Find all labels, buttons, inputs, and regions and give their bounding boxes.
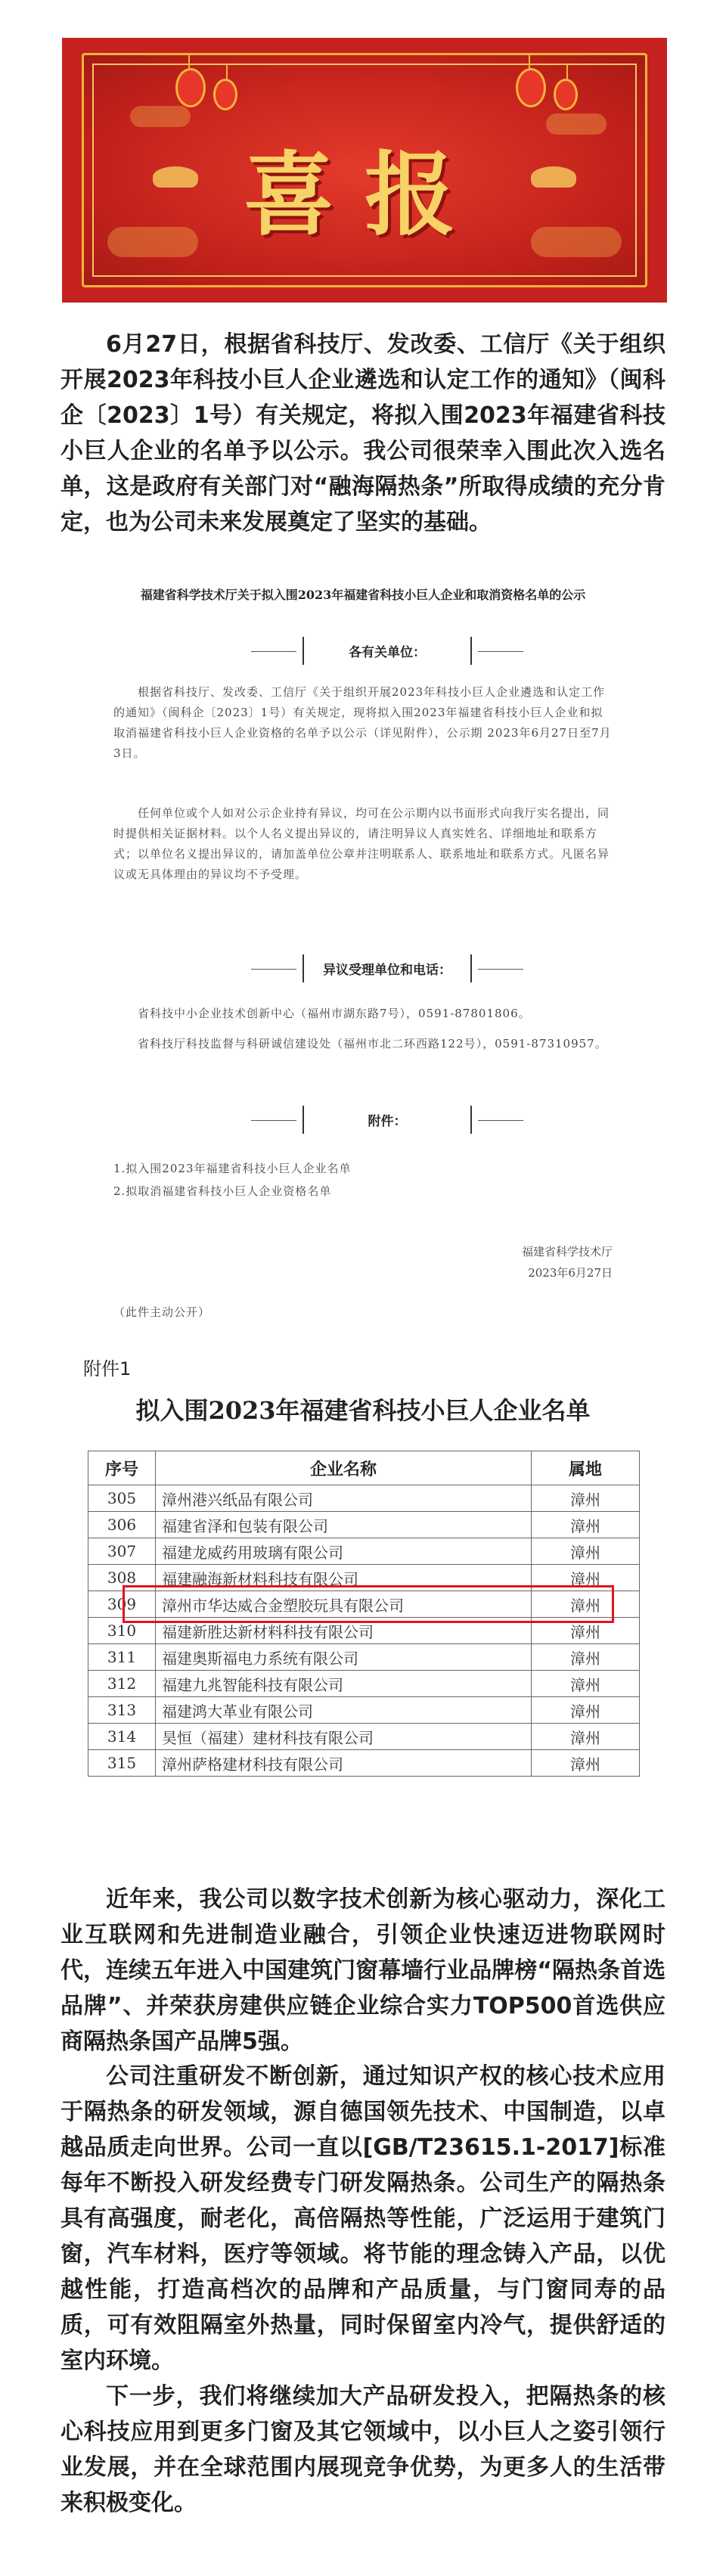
row-area: 漳州: [532, 1485, 640, 1512]
row-no: 308: [88, 1565, 156, 1591]
row-name: 福建龙威药用玻璃有限公司: [156, 1538, 532, 1565]
row-area: 漳州: [532, 1591, 640, 1618]
notice-heading-recipients: 各有关单位：: [302, 637, 472, 665]
row-name: 福建融海新材料科技有限公司: [156, 1565, 532, 1591]
table-row: [88, 1724, 640, 1750]
row-name: 漳州港兴纸品有限公司: [156, 1485, 532, 1512]
table-row: [88, 1697, 640, 1724]
lantern-icon: [213, 79, 237, 110]
row-name: 福建奥斯福电力系统有限公司: [156, 1644, 532, 1671]
row-area: 漳州: [532, 1671, 640, 1697]
table-row: [88, 1750, 640, 1777]
table-row: [88, 1485, 640, 1512]
body-paragraph-2: 公司注重研发不断创新，通过知识产权的核心技术应用于隔热条的研发领域，源自德国领先技术、中国制造，以卓越品质走向世界。公司一直以[GB/T23615.1-2017]标准每年不断投入研发经费专门研发隔热条。公司生产的隔热条具有高强度，耐老化，高倍隔热等性能，广泛运用于建筑门窗，汽车材料，医疗等领域。将节能的理念铸入产品，以优越性能，打造高档次的品牌和产品质量，与门窗同寿的品质，可有效阻隔室外热量，同时保留室内冷气，提供舒适的室内环境。: [60, 2063, 666, 2374]
table-row: [88, 1512, 640, 1538]
body-paragraph-1: 近年来，我公司以数字技术创新为核心驱动力，深化工业互联网和先进制造业融合，引领企业快速迈进物联网时代，连续五年进入中国建筑门窗幕墙行业品牌榜“隔热条首选品牌”、并荣获房建供应链企业综合实力TOP500首选供应商隔热条国产品牌5强。: [60, 1886, 666, 2055]
header-name: 企业名称: [156, 1451, 532, 1485]
row-name: 漳州市华达威合金塑胶玩具有限公司: [156, 1591, 532, 1618]
body-paragraph-3: 下一步，我们将继续加大产品研发投入，把隔热条的核心科技应用到更多门窗及其它领域中，以小巨人之姿引领行业发展，并在全球范围内展现竞争优势，为更多人的生活带来积极变化。: [60, 2383, 666, 2516]
row-area: 漳州: [532, 1644, 640, 1671]
row-area: 漳州: [532, 1538, 640, 1565]
notice-heading-contact: 异议受理单位和电话：: [302, 954, 472, 982]
row-no: 315: [88, 1750, 156, 1777]
row-area: 漳州: [532, 1724, 640, 1750]
notice-footer: （此件主动公开）: [113, 1305, 211, 1319]
table-header-row: [88, 1451, 640, 1485]
row-no: 310: [88, 1618, 156, 1644]
row-no: 305: [88, 1485, 156, 1512]
table-row: [88, 1644, 640, 1671]
notice-paragraph: 任何单位或个人如对公示企业持有异议，均可在公示期内以书面形式向我厅实名提出，同时提供相关证据材料。以个人名义提出异议的，请注明异议人真实姓名、详细地址和联系方式；以单位名义提出异议的，请加盖单位公章并注明联系人、联系地址和联系方式。凡匿名异议或无具体理由的异议均不予受理。: [113, 806, 610, 881]
banner-title: 喜报: [244, 141, 486, 248]
notice-attachment: 1.拟入围2023年福建省科技小巨人企业名单: [113, 1162, 352, 1175]
notice-contact: 省科技中小企业技术创新中心（福州市湖东路7号），0591-87801806。: [138, 1007, 531, 1020]
notice-sign-org: 福建省科学技术厅: [521, 1245, 613, 1259]
header-no: 序号: [88, 1451, 156, 1485]
annex-label: 附件1: [83, 1358, 132, 1380]
row-no: 313: [88, 1697, 156, 1724]
header-area: 属地: [532, 1451, 640, 1485]
notice-sign-date: 2023年6月27日: [528, 1266, 613, 1280]
row-area: 漳州: [532, 1512, 640, 1538]
table-row: [88, 1671, 640, 1697]
row-area: 漳州: [532, 1618, 640, 1644]
table-row: [88, 1538, 640, 1565]
row-name: 漳州萨格建材科技有限公司: [156, 1750, 532, 1777]
row-no: 311: [88, 1644, 156, 1671]
celebration-banner: [62, 38, 667, 303]
row-no: 309: [88, 1591, 156, 1618]
row-no: 306: [88, 1512, 156, 1538]
row-area: 漳州: [532, 1750, 640, 1777]
row-name: 福建鸿大革业有限公司: [156, 1697, 532, 1724]
row-area: 漳州: [532, 1697, 640, 1724]
lantern-icon: [516, 68, 546, 107]
notice-title: 福建省科学技术厅关于拟入围2023年福建省科技小巨人企业和取消资格名单的公示: [140, 588, 586, 602]
annex-title: 拟入围2023年福建省科技小巨人企业名单: [135, 1396, 591, 1425]
row-name: 昊恒（福建）建材科技有限公司: [156, 1724, 532, 1750]
row-name: 福建九兆智能科技有限公司: [156, 1671, 532, 1697]
notice-heading-attachments: 附件：: [302, 1106, 472, 1134]
row-no: 312: [88, 1671, 156, 1697]
row-no: 314: [88, 1724, 156, 1750]
notice-contact: 省科技厅科技监督与科研诚信建设处（福州市北二环西路122号），0591-87310957。: [138, 1037, 607, 1051]
highlight-box: [123, 1585, 614, 1623]
lantern-icon: [554, 79, 578, 110]
intro-paragraph: 6月27日，根据省科技厅、发改委、工信厅《关于组织开展2023年科技小巨人企业遴选和认定工作的通知》（闽科企〔2023〕1号）有关规定，将拟入围2023年福建省科技小巨人企业的名单予以公示。我公司很荣幸入围此次入选名单，这是政府有关部门对“融海隔热条”所取得成绩的充分肯定，也为公司未来发展奠定了坚实的基础。: [60, 331, 666, 535]
official-notice: [83, 576, 643, 1340]
notice-attachment: 2.拟取消福建省科技小巨人企业资格名单: [113, 1184, 332, 1198]
row-name: 福建省泽和包装有限公司: [156, 1512, 532, 1538]
lantern-icon: [175, 68, 206, 107]
row-no: 307: [88, 1538, 156, 1565]
notice-paragraph: 根据省科技厅、发改委、工信厅《关于组织开展2023年科技小巨人企业遴选和认定工作的通知》（闽科企〔2023〕1号）有关规定，现将拟入围2023年福建省科技小巨人企业和拟取消福建省科技小巨人企业资格的名单予以公示（详见附件），公示期 2023年6月27日至7月3日。: [113, 685, 612, 760]
row-area: 漳州: [532, 1565, 640, 1591]
row-name: 福建新胜达新材料科技有限公司: [156, 1618, 532, 1644]
